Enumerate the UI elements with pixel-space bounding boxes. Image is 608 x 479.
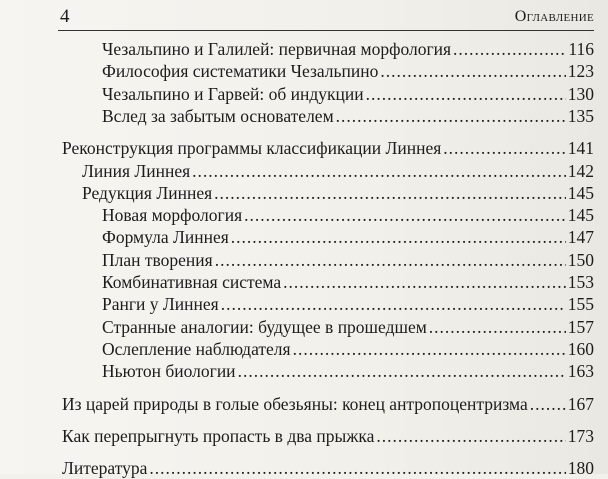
toc-entry (102, 271, 594, 293)
dot-leader (429, 316, 566, 338)
dot-leader (380, 60, 565, 82)
toc-entry-page: 116 (568, 39, 594, 59)
toc-entry-page: 150 (567, 249, 594, 270)
toc-entry-title: Комбинативная система (102, 272, 282, 292)
toc-entry (82, 160, 594, 182)
header-rule (58, 30, 594, 31)
running-head: Оглавление (514, 8, 594, 25)
toc-entry-page: 173 (567, 425, 594, 446)
toc-entry-title: Формула Линнея (102, 227, 229, 248)
toc-entry-title: Как перепрыгнуть пропасть в два прыжка (62, 425, 375, 446)
dot-leader (221, 293, 566, 315)
toc-entry-title: Философия систематики Чезальпино (102, 61, 379, 82)
dot-leader (293, 338, 566, 360)
toc-entry-title: Новая морфология (102, 205, 243, 226)
toc-entry-title: Редукция Линнея (82, 182, 213, 203)
dot-leader (530, 393, 566, 415)
toc-entry (102, 83, 594, 105)
page-header (58, 3, 594, 27)
dot-leader (336, 105, 566, 127)
toc-entry-title: Вслед за забытым основателем (102, 105, 334, 126)
dot-leader (443, 137, 565, 159)
toc-entry-title: Ослепление наблюдателя (102, 338, 291, 359)
dot-leader (215, 249, 566, 271)
toc-entry-title: Линия Линнея (82, 160, 191, 181)
page-number: 4 (60, 6, 70, 27)
toc-entry (102, 226, 594, 248)
toc-entry (62, 137, 594, 159)
dot-leader (192, 160, 566, 182)
toc-entry-page: 180 (567, 458, 594, 479)
dot-leader (453, 38, 566, 60)
toc-entry-page: 142 (567, 160, 594, 181)
toc-entry-page: 141 (567, 138, 594, 159)
toc-entry-page: 130 (567, 83, 594, 104)
toc-entry (102, 105, 594, 127)
toc-entry-page: 167 (567, 393, 594, 414)
toc-entry-title: Странные аналогии: будущее в прошедшем (102, 316, 427, 337)
toc-entry (102, 204, 594, 226)
dot-leader (149, 457, 565, 479)
toc-entry-page: 160 (567, 338, 594, 359)
dot-leader (231, 226, 566, 248)
toc-entry (102, 360, 594, 382)
toc-entry-page: 135 (567, 105, 594, 126)
toc-entry (102, 60, 594, 82)
toc-entry-page: 147 (567, 227, 594, 248)
toc-entry-title: Чезальпино и Галилей: первичная морфология (102, 39, 452, 59)
toc-entry (102, 338, 594, 360)
toc-entry (102, 293, 594, 315)
toc-entry-page: 163 (567, 361, 594, 382)
toc-entry (82, 182, 594, 204)
toc-entry (102, 316, 594, 338)
toc-entry-page: 123 (567, 61, 594, 82)
dot-leader (283, 271, 566, 293)
toc-entry-title: План творения (102, 249, 213, 270)
dot-leader (238, 360, 566, 382)
dot-leader (244, 204, 566, 226)
toc-entry-page: 153 (567, 272, 594, 292)
dot-leader (214, 182, 566, 204)
toc-entry-page: 157 (567, 316, 594, 337)
toc-entry-title: Ньютон биологии (102, 361, 236, 382)
toc-entry (62, 393, 594, 415)
toc-entry-page: 145 (567, 205, 594, 226)
dot-leader (366, 83, 566, 105)
toc-entry-title: Ранги у Линнея (102, 294, 219, 315)
toc-entry (62, 457, 594, 479)
toc-entry-title: Из царей природы в голые обезьяны: конец антропоцентризма (62, 393, 528, 414)
toc-entry (102, 249, 594, 271)
toc-entry (102, 38, 594, 60)
toc-entry-page: 155 (567, 294, 594, 315)
dot-leader (376, 425, 565, 447)
toc-entry (62, 425, 594, 447)
toc-entry-page: 145 (567, 182, 594, 203)
toc-entry-title: Чезальпино и Гарвей: об индукции (102, 83, 364, 104)
toc-entry-title: Литература (62, 458, 148, 479)
toc-entry-title: Реконструкция программы классификации Линнея (62, 138, 442, 159)
